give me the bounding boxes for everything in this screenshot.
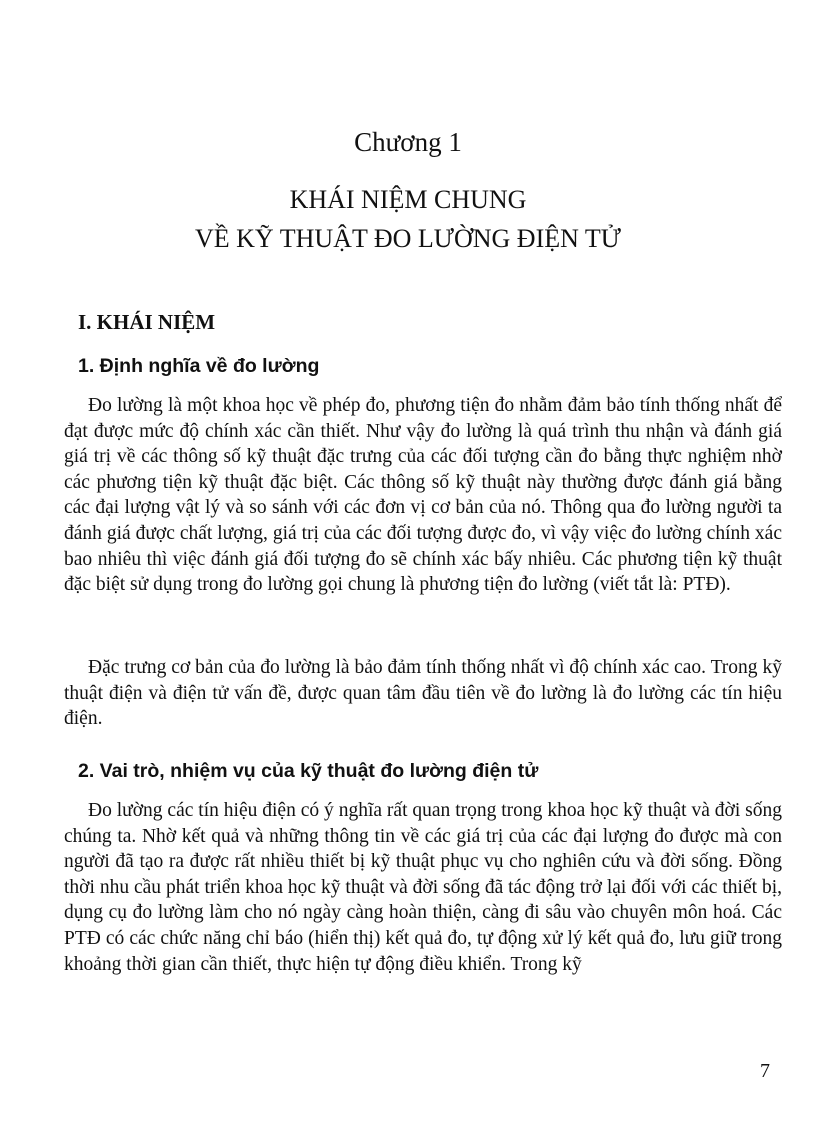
subsection-heading-2: 2. Vai trò, nhiệm vụ của kỹ thuật đo lường điện tử xyxy=(78,760,539,782)
chapter-title xyxy=(0,180,816,258)
page-number: 7 xyxy=(760,1060,770,1082)
paragraph-role: Đo lường các tín hiệu điện có ý nghĩa rất quan trọng trong khoa học kỹ thuật và đời sống chúng ta. Nhờ kết quả và những thông tin về các giá trị của các đại lượng đo được mà con người đã tạo ra được rất nhiều thiết bị kỹ thuật phục vụ cho nghiên cứu và đời sống. Đồng thời nhu cầu phát triển khoa học kỹ thuật và đời sống đã tác động trở lại đối với các thiết bị, dụng cụ đo lường làm cho nó ngày càng hoàn thiện, càng đi sâu vào chuyên môn hoá. Các PTĐ có các chức năng chỉ báo (hiển thị) kết quả đo, tự động xử lý kết quả đo, lưu giữ trong khoảng thời gian cần thiết, thực hiện tự động điều khiển. Trong kỹ xyxy=(64,800,782,975)
paragraph-definition: Đo lường là một khoa học về phép đo, phương tiện đo nhằm đảm bảo tính thống nhất để đạt được mức độ chính xác cần thiết. Như vậy đo lường là quá trình thu nhận và đánh giá giá trị về các thông số kỹ thuật đặc trưng của các đối tượng cần đo bằng thực nghiệm nhờ các phương tiện kỹ thuật đặc biệt. Các thông số kỹ thuật này thường được đánh giá bằng các đại lượng vật lý và so sánh với các đơn vị cơ bản của nó. Thông qua đo lường người ta đánh giá được chất lượng, giá trị của các đối tượng được đo, vì vậy việc đo lường chính xác bao nhiêu thì việc đánh giá đối tượng đo sẽ chính xác bấy nhiêu. Các phương tiện kỹ thuật đặc biệt sử dụng trong đo lường gọi chung là phương tiện đo lường (viết tắt là: PTĐ). xyxy=(64,395,782,596)
paragraph-characteristics: Đặc trưng cơ bản của đo lường là bảo đảm tính thống nhất vì độ chính xác cao. Trong kỹ thuật điện và điện tử vấn đề, được quan tâm đầu tiên về đo lường là đo lường các tín hiệu điện. xyxy=(64,657,782,730)
chapter-title-line-1: KHÁI NIỆM CHUNG xyxy=(289,185,527,214)
chapter-title-line-2: VỀ KỸ THUẬT ĐO LƯỜNG ĐIỆN TỬ xyxy=(195,224,621,253)
section-heading: I. KHÁI NIỆM xyxy=(78,310,216,334)
subsection-heading-1: 1. Định nghĩa về đo lường xyxy=(78,355,320,377)
chapter-label: Chương 1 xyxy=(354,127,462,157)
